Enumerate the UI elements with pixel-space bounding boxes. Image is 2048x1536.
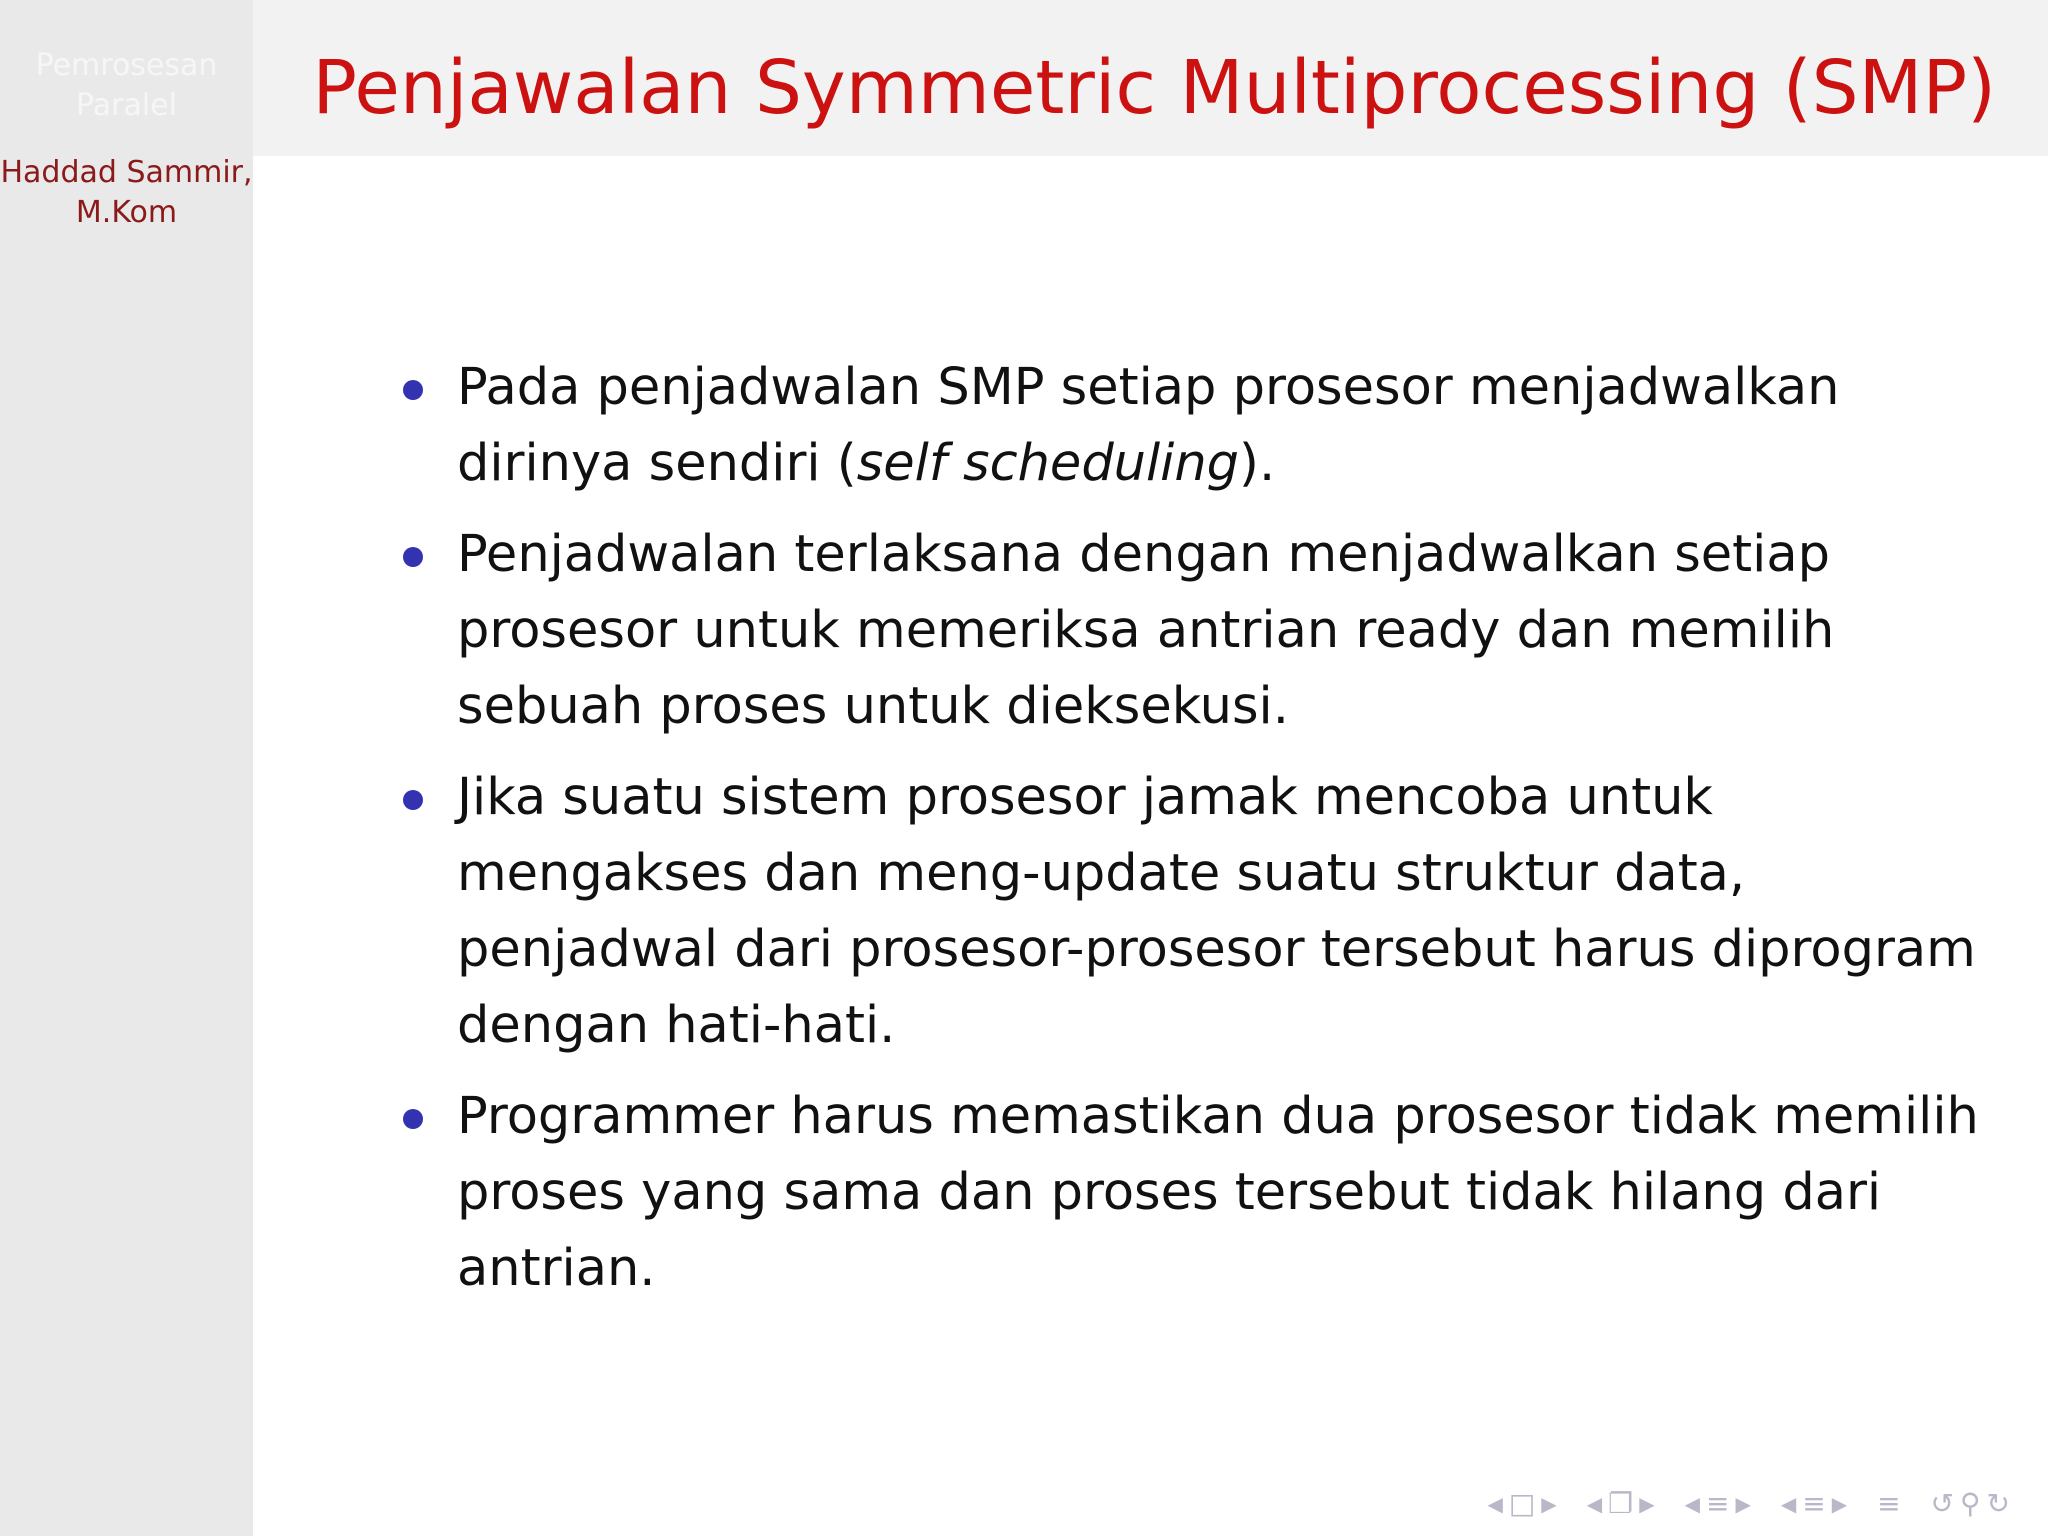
outline-icon[interactable]: ≡: [1877, 1487, 1901, 1520]
next-frame-icon[interactable]: ▶: [1639, 1491, 1655, 1516]
prev-section-icon[interactable]: ◀: [1780, 1491, 1797, 1516]
bullet-item: [395, 350, 1995, 502]
search-icon[interactable]: ⚲: [1960, 1487, 1981, 1520]
bullet-item: [395, 760, 1995, 1064]
go-forward-icon[interactable]: ↻: [1986, 1487, 2010, 1520]
bullet-text-part: Pada penjadwalan SMP setiap prosesor menjadwalkan dirinya sendiri (: [457, 358, 1840, 493]
frame-headline: [253, 0, 2048, 156]
prev-subsection-icon[interactable]: ◀: [1684, 1491, 1700, 1516]
sidebar-author[interactable]: Haddad Sammir, M.Kom: [0, 155, 253, 230]
bullet-icon: [403, 547, 423, 567]
bullet-list: [395, 350, 1995, 1307]
go-back-icon[interactable]: ↺: [1930, 1487, 1955, 1520]
bullet-item: [395, 1079, 1995, 1307]
frame-nav-group: [1587, 1487, 1655, 1520]
bullet-text: Programmer harus memastikan dua prosesor tidak memilih proses yang sama dan proses tersebut tidak hilang dari antrian.: [457, 1087, 1979, 1298]
frame-icon[interactable]: ❐: [1608, 1487, 1634, 1520]
section-nav-group: [1781, 1487, 1847, 1520]
bullet-text-part: ).: [1239, 434, 1276, 493]
next-subsection-icon[interactable]: ▶: [1735, 1491, 1751, 1516]
slide-icon[interactable]: □: [1508, 1487, 1536, 1520]
subsection-nav-group: [1685, 1487, 1751, 1520]
bullet-icon: [403, 790, 423, 810]
history-nav-group: [1931, 1487, 2010, 1520]
bullet-text: Jika suatu sistem prosesor jamak mencoba untuk mengakses dan meng-update suatu struktur data, penjadwal dari prosesor-prosesor tersebut harus diprogram dengan hati-hati.: [457, 768, 1976, 1055]
sidebar: [0, 0, 253, 1536]
sidebar-course-title[interactable]: Pemrosesan Paralel: [35, 48, 218, 123]
next-slide-icon[interactable]: ▶: [1541, 1491, 1557, 1516]
frame-title: Penjawalan Symmetric Multiprocessing (SMP): [312, 45, 1996, 131]
prev-frame-icon[interactable]: ◀: [1586, 1491, 1603, 1516]
bullet-item: [395, 517, 1995, 745]
bullet-text: Penjadwalan terlaksana dengan menjadwalkan setiap prosesor untuk memeriksa antrian ready dan memilih sebuah proses untuk dieksekusi.: [457, 525, 1835, 736]
section-icon[interactable]: ≡: [1802, 1487, 1826, 1520]
bullet-icon: [403, 380, 423, 400]
subsection-icon[interactable]: ≡: [1705, 1487, 1730, 1520]
frame-content: [395, 350, 1995, 1322]
slide-nav-group: [1487, 1487, 1556, 1520]
bullet-text-italic: self scheduling: [856, 434, 1240, 493]
outline-nav-group: [1877, 1487, 1900, 1520]
beamer-navigation-bar: [1487, 1487, 2026, 1520]
next-section-icon[interactable]: ▶: [1831, 1491, 1848, 1516]
bullet-icon: [403, 1109, 423, 1129]
prev-slide-icon[interactable]: ◀: [1487, 1491, 1503, 1516]
bullet-text: [457, 358, 1839, 493]
